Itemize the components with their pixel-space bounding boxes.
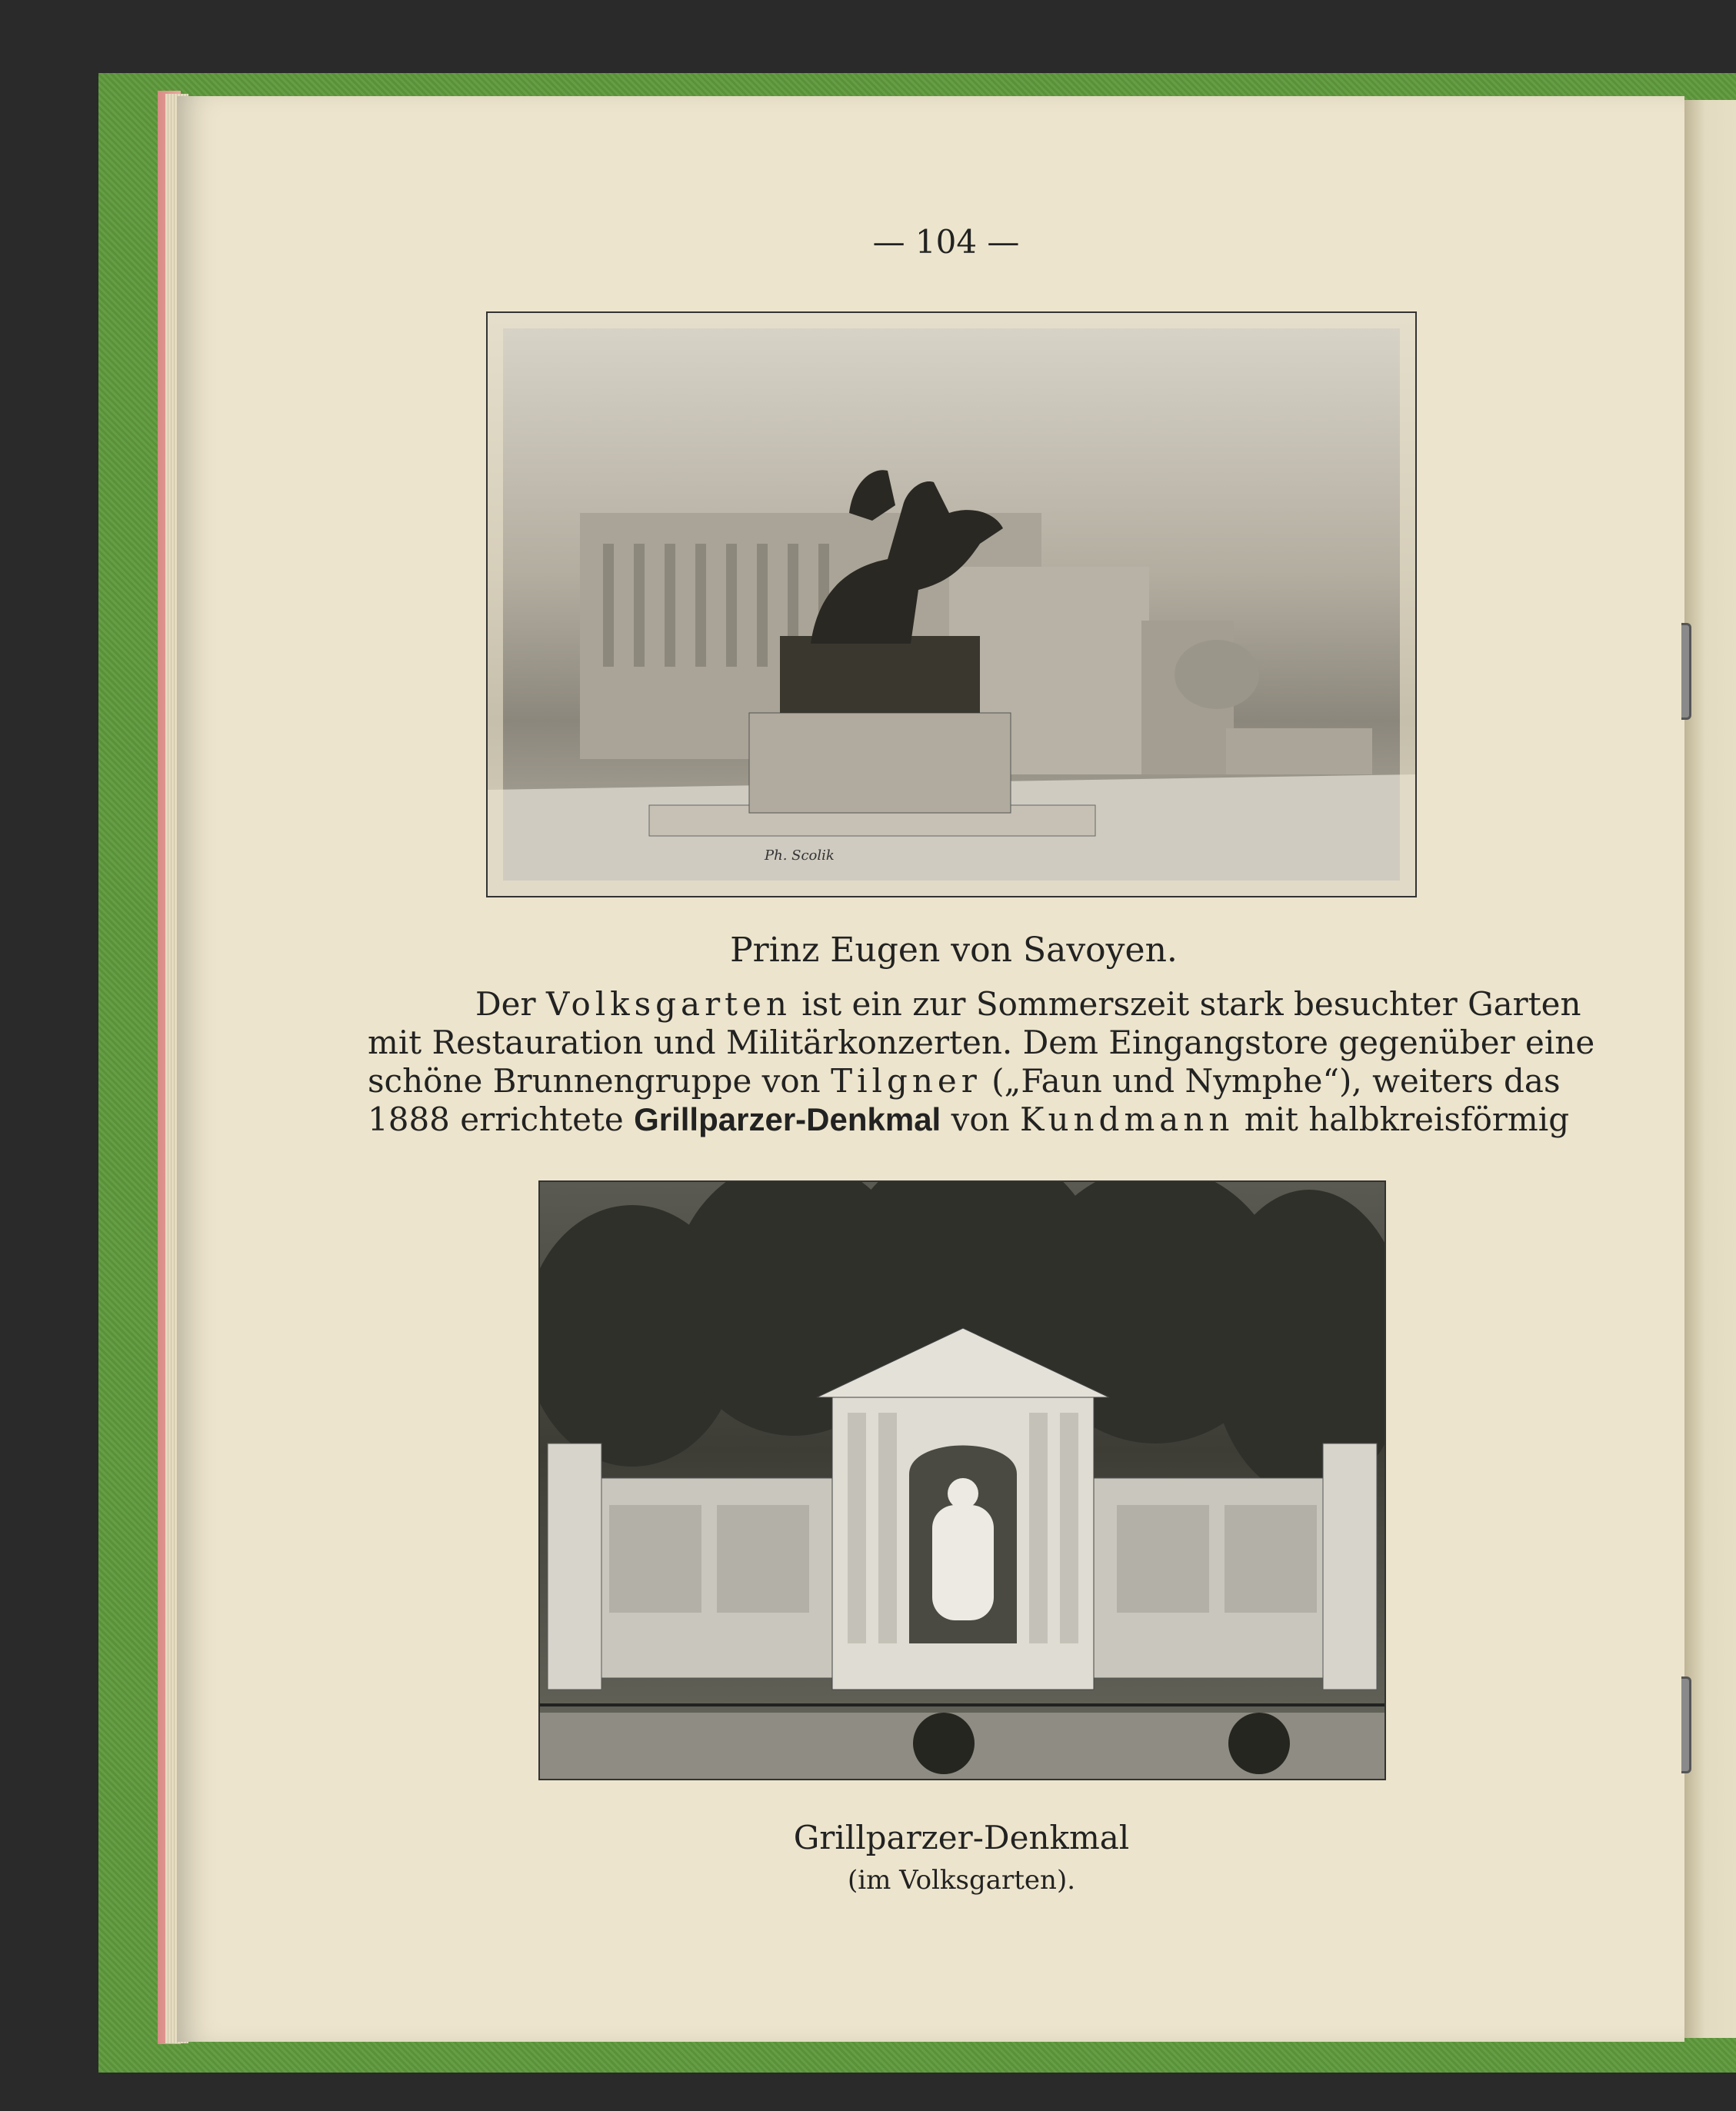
figure-caption: Grillparzer-Denkmal	[793, 1819, 1130, 1856]
column	[878, 1413, 897, 1643]
grillparzer-monument-illustration	[538, 1180, 1386, 1780]
column	[1029, 1413, 1048, 1643]
end-pillar	[1323, 1443, 1377, 1690]
statue-head	[948, 1478, 978, 1509]
prinz-eugen-illustration	[486, 311, 1417, 897]
relief	[1117, 1505, 1209, 1613]
figure-caption: Prinz Eugen von Savoyen.	[730, 931, 1178, 970]
monument-photo	[540, 1182, 1384, 1779]
pedestal-top	[780, 636, 980, 713]
relief	[609, 1505, 701, 1613]
column	[848, 1413, 866, 1643]
figure-subcaption: (im Volksgarten).	[847, 1865, 1076, 1896]
pedestal	[749, 713, 1011, 813]
low-building	[1226, 728, 1372, 774]
shrub	[913, 1713, 975, 1774]
staple	[1681, 1676, 1691, 1773]
spaced-text: Tilgner	[831, 1062, 981, 1100]
relief	[1225, 1505, 1317, 1613]
next-page-edge	[1684, 100, 1736, 2038]
bold-term: Grillparzer-Denkmal	[634, 1101, 941, 1137]
shrub	[1228, 1713, 1290, 1774]
paragraph-line: Der Volksgarten ist ein zur Sommerszeit stark besuchter Garten	[475, 985, 1581, 1023]
seated-statue	[932, 1505, 994, 1620]
paragraph-line: mit Restauration und Militärkonzerten. Dem Eingangstore gegenüber eine	[368, 1024, 1595, 1061]
end-pillar	[548, 1443, 601, 1690]
spaced-text: Volksgarten	[545, 985, 791, 1023]
statue-engraving	[488, 313, 1415, 896]
relief	[717, 1505, 809, 1613]
engraver-mark: Ph. Scolik	[765, 847, 835, 864]
paragraph-line: 1888 errichtete Grillparzer-Denkmal von Kundmann mit halbkreisförmig	[368, 1100, 1570, 1138]
paragraph-line: schöne Brunnengruppe von Tilgner („Faun und Nymphe“), weiters das	[368, 1062, 1561, 1100]
dome	[1175, 640, 1259, 709]
column	[1060, 1413, 1078, 1643]
spaced-text: Kundmann	[1020, 1100, 1235, 1138]
staple	[1681, 623, 1691, 720]
page-number: — 104 —	[872, 223, 1020, 261]
